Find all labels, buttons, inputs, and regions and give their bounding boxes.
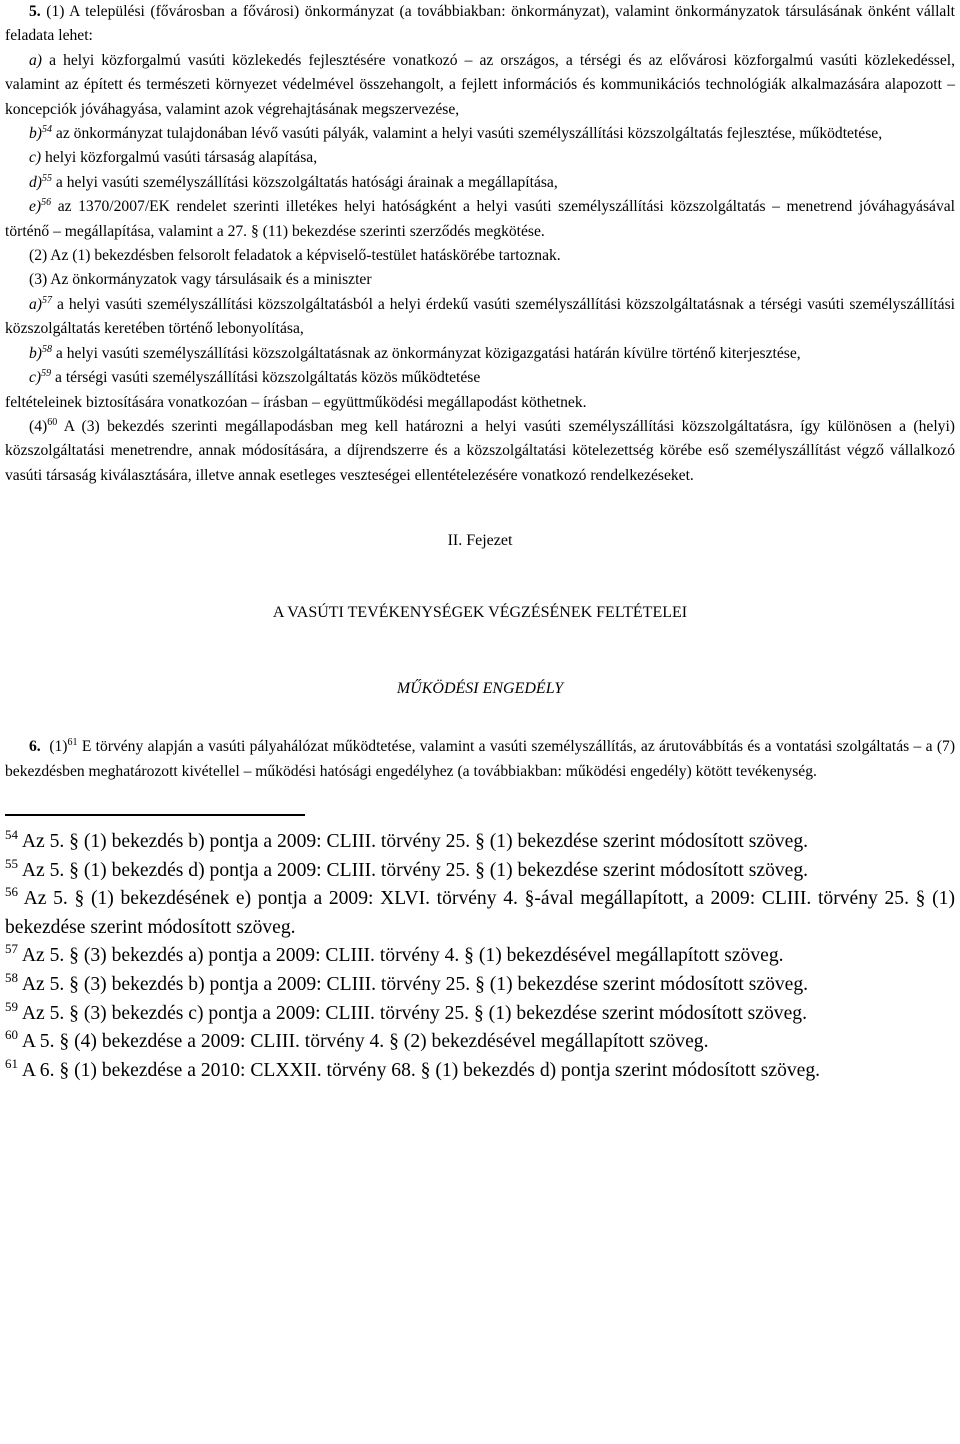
paragraph-text: E törvény alapján a vasúti pályahálózat működtetése, valamint a vasúti személyszállítás, az árutovábbítás és a vontatási szolgáltatás – a (7) bekezdésben meghatározott kivétellel – működési hatósági engedélyhez (a továbbiakban: működési engedély) kötött tevékenység. xyxy=(5,738,956,780)
chapter-number: II. Fejezet xyxy=(447,532,513,550)
footnote-number: 61 xyxy=(5,1055,18,1071)
footnote-text: A 6. § (1) bekezdése a 2010: CLXXII. törvény 68. § (1) bekezdés d) pontja szerint módosított szöveg. xyxy=(21,1059,821,1081)
footnote-number: 59 xyxy=(5,998,18,1014)
item-3b xyxy=(5,342,955,366)
item-b xyxy=(5,122,955,146)
footnote xyxy=(5,857,955,886)
footnote-number: 58 xyxy=(5,969,18,985)
item-3a xyxy=(5,293,955,342)
footnote-number: 60 xyxy=(5,1027,18,1043)
footnote xyxy=(5,1057,955,1086)
item-3c xyxy=(5,366,955,390)
section-5-paragraph-3: (3) Az önkormányzatok vagy társulásaik és a miniszter xyxy=(29,271,372,289)
section-5-paragraph-3-tail: feltételeinek biztosítására vonatkozóan – írásban – együttműködési megállapodást köthetnek. xyxy=(5,393,587,411)
section-5-paragraph-2: (2) Az (1) bekezdésben felsorolt feladatok a képviselő-testület hatáskörébe tartoznak. xyxy=(29,247,561,265)
section-5 xyxy=(5,0,955,488)
section-6-paragraph-1 xyxy=(5,735,955,784)
item-d xyxy=(5,171,955,195)
footnote-number: 57 xyxy=(5,941,18,957)
footnote-text: A 5. § (4) bekezdése a 2009: CLIII. törvény 4. § (2) bekezdésével megállapított szöveg. xyxy=(21,1031,709,1053)
item-c xyxy=(5,146,955,170)
footnote xyxy=(5,1000,955,1029)
footnote-ref: 56 xyxy=(41,197,52,209)
section-5-paragraph-4 xyxy=(5,415,955,488)
chapter-subtitle: MŰKÖDÉSI ENGEDÉLY xyxy=(396,680,564,698)
item-label: c) xyxy=(29,369,42,387)
item-label: b) xyxy=(29,344,42,362)
footnote-ref: 59 xyxy=(41,368,52,380)
footnote-ref: 61 xyxy=(67,737,78,749)
footnote-text: Az 5. § (3) bekezdés c) pontja a 2009: CLIII. törvény 25. § (1) bekezdése szerint módosított szöveg. xyxy=(21,1002,807,1024)
item-text: a helyi vasúti személyszállítási közszolgáltatásból a helyi érdekű vasúti személyszállítási közszolgáltatásnak a térségi vasúti személyszállítási közszolgáltatás keretében történő lebonyolítása, xyxy=(5,295,955,338)
footnote-text: Az 5. § (3) bekezdés b) pontja a 2009: CLIII. törvény 25. § (1) bekezdése szerint módosított szöveg. xyxy=(21,973,809,995)
footnote-ref: 54 xyxy=(42,124,52,136)
footnote-text: Az 5. § (3) bekezdés a) pontja a 2009: CLIII. törvény 4. § (1) bekezdésével megállapított szöveg. xyxy=(21,945,784,967)
paragraph-number: (4) xyxy=(29,417,48,435)
item-label: a) xyxy=(29,295,42,313)
footnote-number: 56 xyxy=(5,884,18,900)
item-text: a helyi vasúti személyszállítási közszolgáltatásnak az önkormányzat közigazgatási határán kívülre történő kiterjesztése, xyxy=(55,344,801,362)
footnote-ref: 55 xyxy=(42,172,52,184)
item-label: c) xyxy=(29,149,42,167)
footnote xyxy=(5,885,955,942)
item-label: d) xyxy=(29,173,42,191)
item-text: a térségi vasúti személyszállítási közszolgáltatás közös működtetése xyxy=(55,369,481,387)
footnote xyxy=(5,942,955,971)
footnote-ref: 60 xyxy=(47,416,58,428)
item-label: a) xyxy=(29,51,42,69)
item-label: b) xyxy=(29,125,42,143)
paragraph-number: (1) xyxy=(49,738,68,756)
footnote-text: Az 5. § (1) bekezdésének e) pontja a 2009: XLVI. törvény 4. §-ával megállapított, a 2009: CLIII. törvény 25. § (1) bekezdése szerint módosított szöveg. xyxy=(5,888,955,938)
section-6 xyxy=(5,735,955,784)
footnote xyxy=(5,971,955,1000)
item-label: e) xyxy=(29,198,42,216)
item-e xyxy=(5,195,955,244)
footnote-text: Az 5. § (1) bekezdés b) pontja a 2009: CLIII. törvény 25. § (1) bekezdése szerint módosított szöveg. xyxy=(21,830,809,852)
chapter-title: A VASÚTI TEVÉKENYSÉGEK VÉGZÉSÉNEK FELTÉTELEI xyxy=(272,604,688,622)
footnote-number: 54 xyxy=(5,826,18,842)
footnote-separator xyxy=(5,814,305,816)
paragraph-text: (1) A települési (fővárosban a fővárosi) önkormányzat (a továbbiakban: önkormányzat), valamint önkormányzatok társulásának önként vállalt feladata lehet: xyxy=(5,3,955,45)
section-5-paragraph-1 xyxy=(5,0,955,49)
footnote-ref: 58 xyxy=(42,343,52,355)
section-number: 6. xyxy=(29,738,41,756)
item-text: a helyi közforgalmú vasúti közlekedés fejlesztésére vonatkozó – az országos, a térségi és az elővárosi közforgalmú vasúti közlekedéssel, valamint az épített és természeti környezet védelmével összehangolt, a fejlett információs és kommunikációs technológiák alkalmazására alapozott – koncepciók jóváhagyása, valamint azok végrehajtásának megszervezése, xyxy=(5,51,955,118)
footnote-text: Az 5. § (1) bekezdés d) pontja a 2009: CLIII. törvény 25. § (1) bekezdése szerint módosított szöveg. xyxy=(21,859,809,881)
item-text: helyi közforgalmú vasúti társaság alapítása, xyxy=(45,149,318,167)
item-text: az 1370/2007/EK rendelet szerinti illetékes helyi hatóságként a helyi vasúti személyszállítási közszolgáltatás – menetrend jóváhagyásával történő – megállapítása, valamint a 27. § (11) bekezdése szerinti szerződés megkötése. xyxy=(5,198,955,240)
footnote-number: 55 xyxy=(5,855,18,871)
item-text: az önkormányzat tulajdonában lévő vasúti pályák, valamint a helyi vasúti személyszállítási közszolgáltatás fejlesztése, működtetése, xyxy=(55,125,883,143)
footnote xyxy=(5,828,955,857)
footnote-ref: 57 xyxy=(42,294,52,306)
footnote xyxy=(5,1028,955,1057)
paragraph-text: A (3) bekezdés szerinti megállapodásban meg kell határozni a helyi vasúti személyszállítási közszolgáltatásra, így különösen a (helyi) közszolgáltatási menetrendre, annak módosítására, a díjrendszerre és a közszolgáltatási kötelezettség körébe eső személyszállítást végző vállalkozó vasúti társaság kiválasztására, illetve annak esetleges veszteségei ellentételezésére vonatkozó rendelkezéseket. xyxy=(5,417,955,484)
section-number: 5. xyxy=(29,3,41,20)
item-text: a helyi vasúti személyszállítási közszolgáltatás hatósági árainak a megállapítása, xyxy=(55,173,558,191)
item-a xyxy=(5,49,955,122)
footnotes xyxy=(5,828,955,1085)
